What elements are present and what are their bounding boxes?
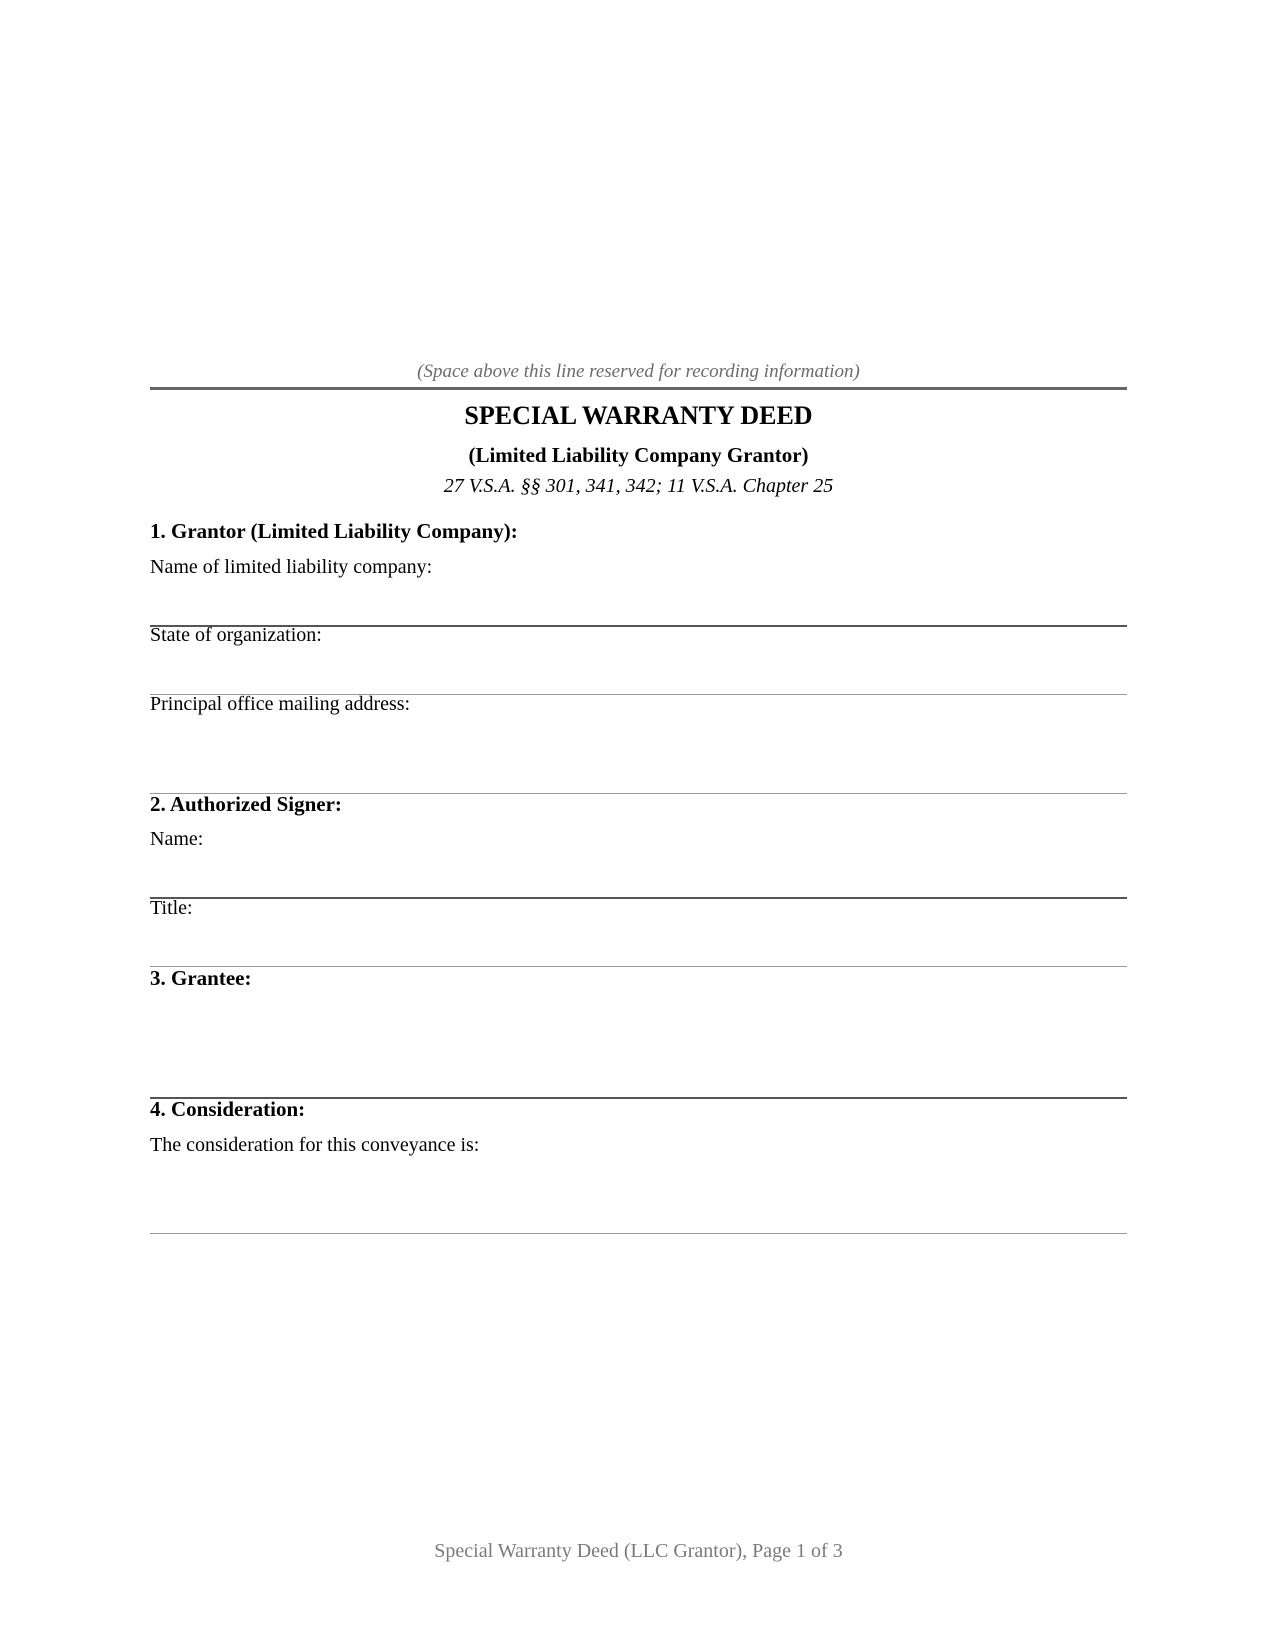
consideration-field[interactable] [150,1233,1127,1234]
consideration-heading: 4. Consideration: [150,1097,306,1121]
statute-citation: 27 V.S.A. §§ 301, 341, 342; 11 V.S.A. Chapter 25 [443,475,834,497]
state-of-organization-label: State of organization: [150,624,322,646]
llc-name-label: Name of limited liability company: [150,556,433,578]
signer-title-label: Title: [150,897,193,919]
principal-office-address-label: Principal office mailing address: [150,693,411,715]
signer-title-field[interactable] [150,966,1127,967]
consideration-label: The consideration for this conveyance is: [150,1134,480,1156]
document-title: SPECIAL WARRANTY DEED [464,401,813,430]
grantee-heading: 3. Grantee: [150,966,252,990]
page-footer: Special Warranty Deed (LLC Grantor), Page 1 of 3 [434,1540,843,1562]
authorized-signer-heading: 2. Authorized Signer: [150,792,342,816]
recording-divider [150,387,1127,390]
grantor-heading: 1. Grantor (Limited Liability Company): [150,519,518,543]
signer-name-label: Name: [150,828,204,850]
signer-name-field[interactable] [150,897,1127,899]
document-subtitle: (Limited Liability Company Grantor) [468,443,809,467]
recording-space-note: (Space above this line reserved for recording information) [417,361,860,382]
